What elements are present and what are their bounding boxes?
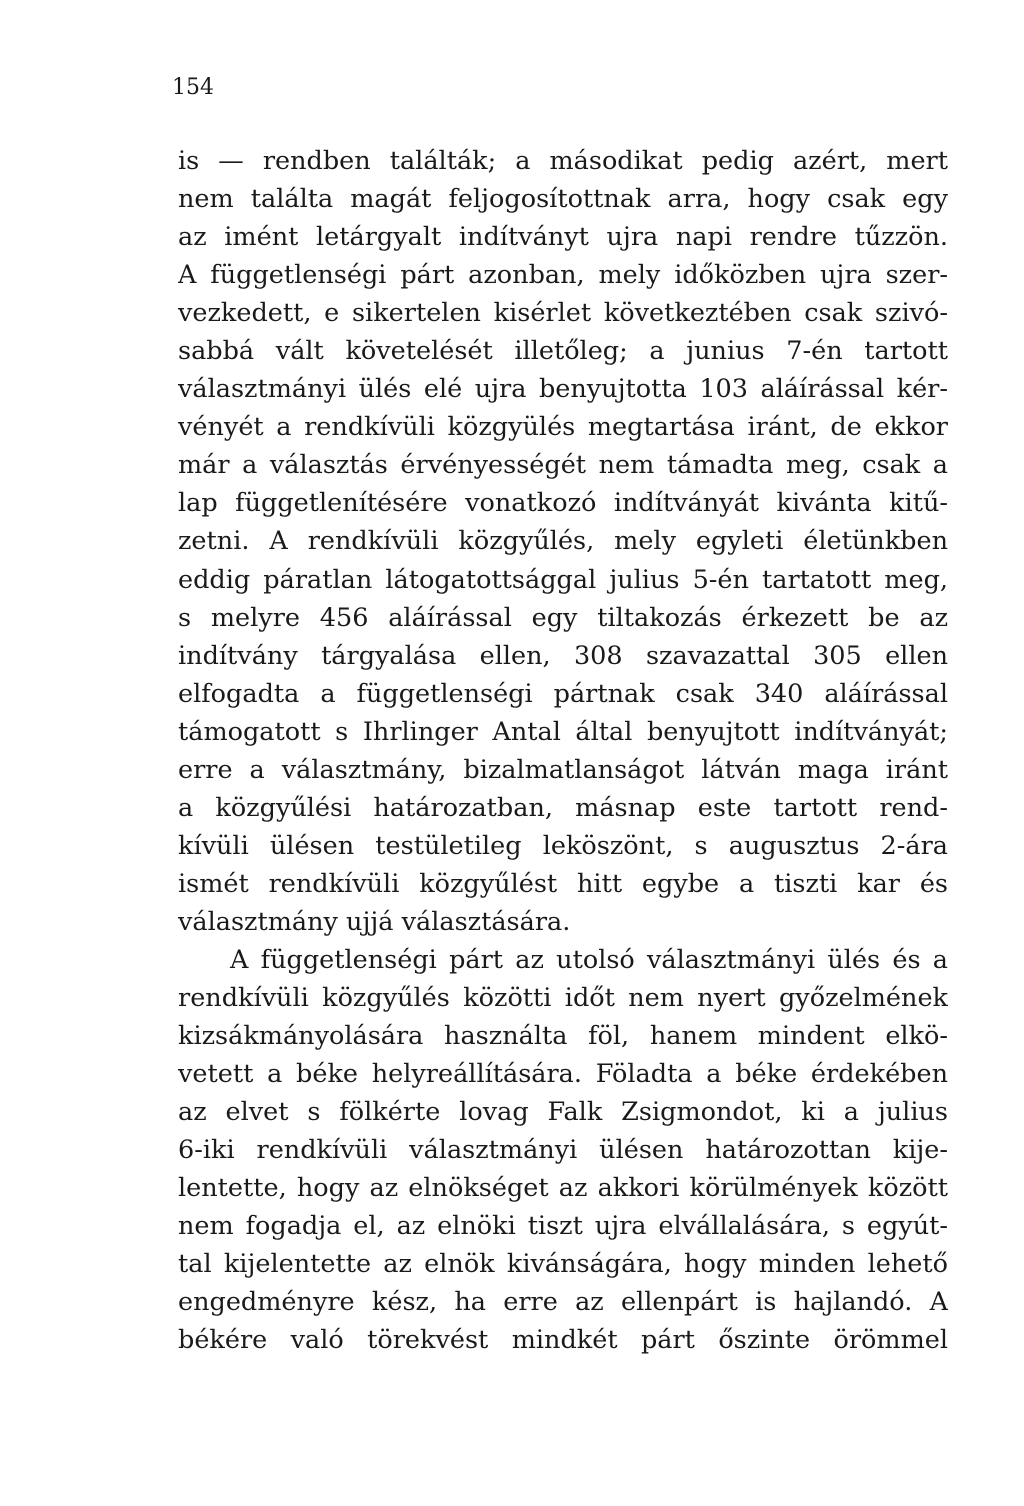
text-line: elfogadta a függetlenségi pártnak csak 340 aláírással	[178, 678, 948, 709]
text-line: engedményre kész, ha erre az ellenpárt is hajlandó. A	[178, 1287, 948, 1318]
paragraph-start-line: A függetlenségi párt az utolsó választmányi ülés és a	[230, 944, 948, 975]
text-line: ismét rendkívüli közgyűlést hitt egybe a tiszti kar és	[178, 868, 948, 899]
body-text	[178, 142, 948, 1360]
text-line: nem fogadja el, az elnöki tiszt ujra elvállalására, s egyút-	[178, 1211, 948, 1242]
text-line: az elvet s fölkérte lovag Falk Zsigmondot, ki a julius	[178, 1097, 948, 1128]
text-line: vetett a béke helyreállítására. Föladta a béke érdekében	[178, 1059, 948, 1090]
text-line: s melyre 456 aláírással egy tiltakozás érkezett be az	[178, 602, 948, 633]
text-line: lentette, hogy az elnökséget az akkori körülmények között	[178, 1173, 948, 1204]
text-line: A függetlenségi párt azonban, mely időközben ujra szer-	[178, 260, 948, 291]
text-line: tal kijelentette az elnök kivánságára, hogy minden lehető	[178, 1249, 948, 1280]
text-line: választmányi ülés elé ujra benyujtotta 103 aláírással kér-	[178, 374, 948, 405]
text-line: erre a választmány, bizalmatlanságot látván maga iránt	[178, 754, 948, 785]
text-line: rendkívüli közgyűlés közötti időt nem nyert győzelmének	[178, 983, 948, 1014]
text-line: már a választás érvényességét nem támadta meg, csak a	[178, 450, 948, 481]
text-line: zetni. A rendkívüli közgyűlés, mely egyleti életünkben	[178, 526, 948, 557]
text-line: sabbá vált követelését illetőleg; a junius 7-én tartott	[178, 336, 948, 367]
text-line: kizsákmányolására használta föl, hanem mindent elkö-	[178, 1021, 948, 1052]
text-line: lap függetlenítésére vonatkozó indítványát kivánta kitű-	[178, 488, 948, 519]
text-line: nem találta magát feljogosítottnak arra, hogy csak egy	[178, 184, 948, 215]
paragraph-end-line: választmány ujjá választására.	[178, 906, 571, 937]
text-line: vényét a rendkívüli közgyülés megtartása iránt, de ekkor	[178, 412, 948, 443]
text-line: a közgyűlési határozatban, másnap este tartott rend-	[178, 792, 948, 823]
text-line: vezkedett, e sikertelen kisérlet következtében csak szivó-	[178, 298, 948, 329]
page-number: 154	[172, 75, 214, 100]
text-line: támogatott s Ihrlinger Antal által benyujtott indítványát;	[178, 716, 948, 747]
text-line: 6-iki rendkívüli választmányi ülésen határozottan kije-	[178, 1135, 948, 1166]
text-line: is — rendben találták; a másodikat pedig azért, mert	[178, 146, 948, 176]
text-line: indítvány tárgyalása ellen, 308 szavazattal 305 ellen	[178, 640, 948, 671]
text-line: az imént letárgyalt indítványt ujra napi rendre tűzzön.	[178, 222, 948, 253]
text-line: eddig páratlan látogatottsággal julius 5-én tartatott meg,	[178, 564, 948, 595]
text-line: kívüli ülésen testületileg leköszönt, s augusztus 2-ára	[178, 830, 948, 861]
text-line: békére való törekvést mindkét párt őszinte örömmel	[178, 1325, 948, 1356]
